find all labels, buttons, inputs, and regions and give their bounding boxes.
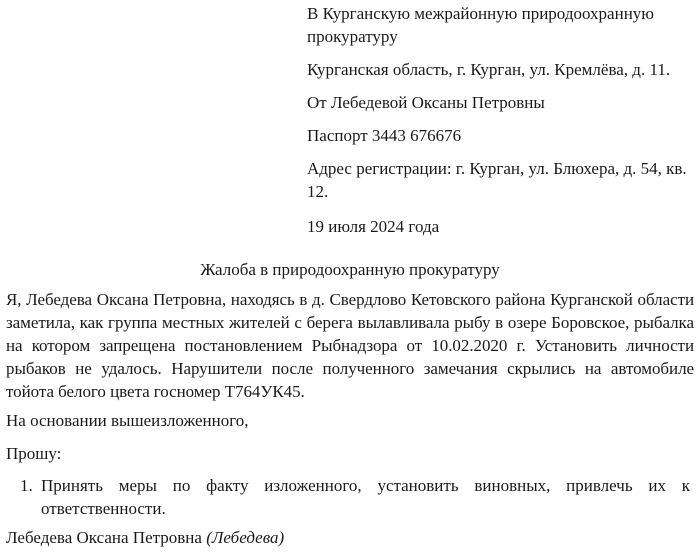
signature-name: Лебедева Оксана Петровна — [6, 528, 202, 547]
addressee-block — [307, 2, 693, 248]
list-item-number: 1. — [20, 476, 33, 495]
request-label: Прошу: — [6, 444, 62, 463]
sender-registration: Адрес регистрации: г. Курган, ул. Блюхера, д. 54, кв. 12. — [307, 159, 687, 201]
sender-name: От Лебедевой Оксаны Петровны — [307, 93, 545, 112]
request-list — [20, 474, 690, 520]
addressee-address: Курганская область, г. Курган, ул. Кремлёва, д. 11. — [307, 60, 671, 79]
addressee-recipient: В Курганскую межрайонную природоохранную прокуратуру — [307, 4, 654, 46]
sender-passport: Паспорт 3443 676676 — [307, 126, 462, 145]
signature-mark: (Лебедева) — [206, 528, 285, 547]
document-date: 19 июля 2024 года — [307, 217, 440, 236]
list-item — [20, 474, 690, 520]
document-title: Жалоба в природоохранную прокуратуру — [200, 260, 500, 279]
complaint-body: Я, Лебедева Оксана Петровна, находясь в д. Свердлово Кетовского района Курганской области заметила, как группа местных жителей с берега вылавливала рыбу в озере Боровское, рыбалка на котором запрещена постановлением Рыбнадзора от 10.02.2020 г. Установить личности рыбаков не удалось. Нарушители после полученного замечания скрылись на автомобиле тойота белого цвета госномер Т764УК45. — [6, 290, 694, 401]
basis-line: На основании вышеизложенного, — [6, 411, 249, 430]
signature-line — [6, 526, 284, 549]
list-item-text: Принять меры по факту изложенного, установить виновных, привлечь их к ответственности. — [41, 476, 690, 518]
